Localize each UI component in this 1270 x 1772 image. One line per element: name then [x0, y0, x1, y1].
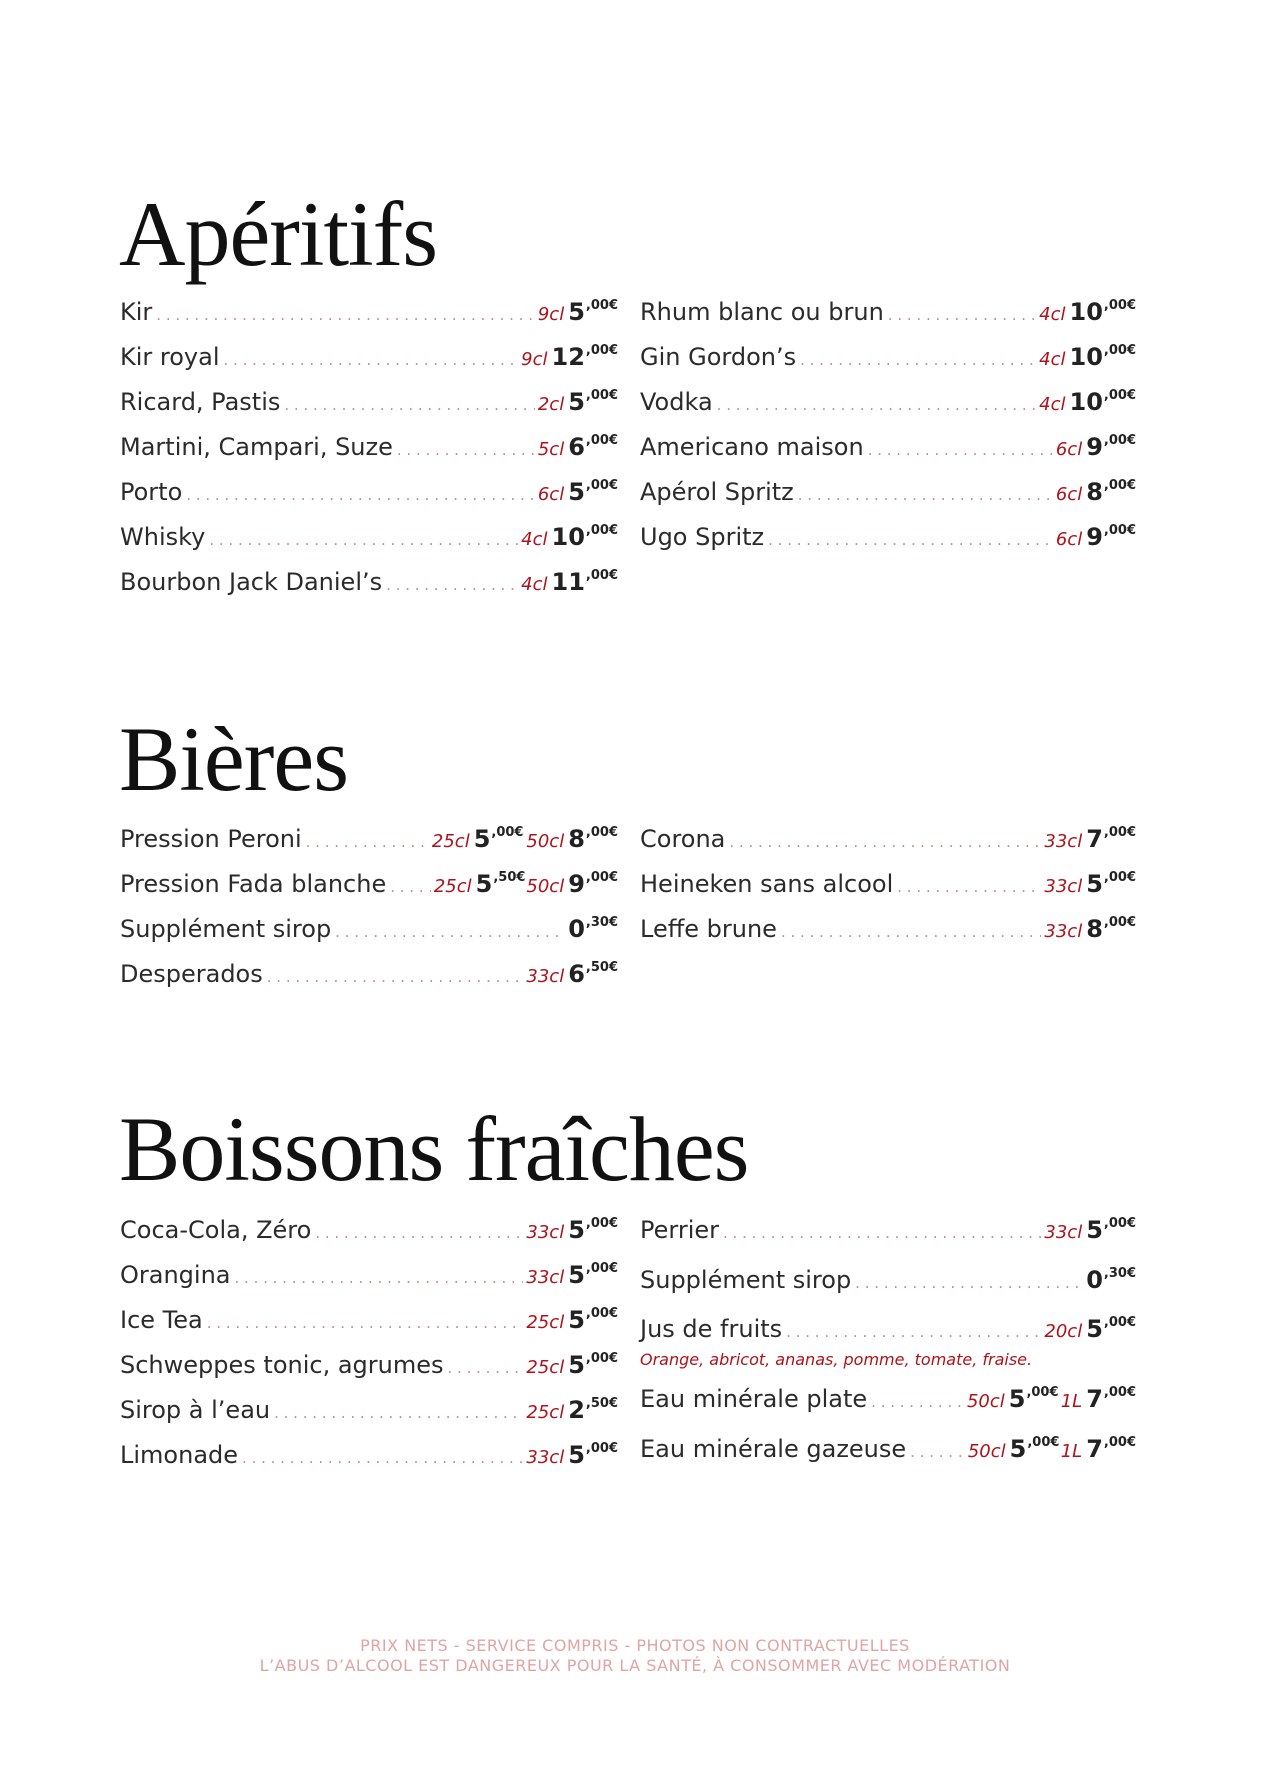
menu-item [640, 1385, 1136, 1425]
volume-label: 9cl [537, 304, 565, 325]
menu-item-name: Apérol Spritz [640, 478, 794, 506]
price-decimal: ,00€ [1026, 1385, 1059, 1400]
menu-item-price [526, 825, 618, 853]
menu-item-name: Corona [640, 825, 726, 853]
price-decimal: ,00€ [585, 1351, 618, 1366]
menu-item-name: Rhum blanc ou brun [640, 298, 884, 326]
dot-leader [235, 1269, 524, 1287]
volume-label: 6cl [537, 484, 565, 505]
menu-item-name: Martini, Campari, Suze [120, 433, 393, 461]
price-integer: 9 [568, 870, 585, 898]
volume-label: 5cl [537, 439, 565, 460]
price-integer: 5 [568, 1306, 585, 1334]
volume-label: 33cl [526, 1447, 565, 1468]
volume-label: 25cl [433, 876, 472, 897]
menu-item-name: Orangina [120, 1261, 231, 1289]
menu-item [640, 870, 1136, 910]
menu-item [120, 343, 618, 383]
menu-item-price [1061, 1435, 1136, 1463]
volume-label: 25cl [431, 831, 470, 852]
price-decimal: ,00€ [1103, 1435, 1136, 1450]
volume-label: 33cl [526, 1267, 565, 1288]
menu-item-price [526, 1351, 618, 1379]
price-integer: 8 [568, 825, 585, 853]
menu-item-price [1056, 523, 1136, 551]
menu-item [640, 523, 1136, 563]
volume-label: 1L [1060, 1391, 1083, 1412]
menu-item-name: Whisky [120, 523, 206, 551]
menu-item-price [968, 1435, 1060, 1463]
volume-label: 6cl [1055, 484, 1083, 505]
dot-leader [729, 833, 1041, 851]
menu-item-name: Eau minérale gazeuse [640, 1435, 907, 1463]
menu-item-price [1086, 1266, 1136, 1294]
menu-item-name: Gin Gordon’s [640, 343, 797, 371]
volume-label: 6cl [1055, 529, 1083, 550]
price-decimal: ,00€ [1103, 298, 1136, 313]
menu-item-price [568, 915, 618, 943]
volume-label: 25cl [526, 1312, 565, 1333]
price-decimal: ,50€ [493, 870, 526, 885]
menu-item-price [1039, 343, 1136, 371]
dot-leader [209, 531, 518, 549]
price-integer: 8 [1086, 915, 1103, 943]
volume-label: 50cl [526, 876, 565, 897]
menu-item [640, 1435, 1136, 1475]
footer-line-2: L’ABUS D’ALCOOL EST DANGEREUX POUR LA SANTÉ, À CONSOMMER AVEC MODÉRATION [259, 1656, 1011, 1675]
price-decimal: ,00€ [1103, 870, 1136, 885]
dot-leader [798, 486, 1053, 504]
volume-label: 25cl [526, 1357, 565, 1378]
menu-item [120, 960, 618, 1000]
menu-item [120, 298, 618, 338]
volume-label: 4cl [1039, 304, 1066, 325]
volume-label: 33cl [1044, 831, 1083, 852]
menu-item-name: Pression Peroni [120, 825, 302, 853]
menu-item-name: Supplément sirop [120, 915, 332, 943]
dot-leader [156, 306, 535, 324]
menu-item-price [526, 1396, 618, 1424]
menu-item [120, 388, 618, 428]
dot-leader [781, 923, 1041, 941]
menu-item-price [1039, 388, 1136, 416]
menu-item-price [1039, 298, 1136, 326]
menu-item [120, 870, 618, 910]
menu-item [120, 523, 618, 563]
price-decimal: ,00€ [1103, 523, 1136, 538]
price-decimal: ,00€ [1103, 1315, 1136, 1330]
menu-item-price [1044, 1216, 1136, 1244]
price-integer: 5 [473, 825, 491, 853]
dot-leader [897, 878, 1041, 896]
price-integer: 9 [1086, 433, 1103, 461]
menu-item-name: Supplément sirop [640, 1266, 852, 1294]
dot-leader [888, 306, 1036, 324]
menu-item-name: Bourbon Jack Daniel’s [120, 568, 383, 596]
price-integer: 5 [1009, 1435, 1027, 1463]
price-decimal: ,50€ [585, 960, 618, 975]
menu-item-name: Jus de fruits [640, 1315, 783, 1343]
menu-item-price [1044, 825, 1136, 853]
dot-leader [786, 1323, 1041, 1341]
price-integer: 5 [1086, 1315, 1103, 1343]
menu-item-name: Kir [120, 298, 153, 326]
price-decimal: ,00€ [1103, 478, 1136, 493]
dot-leader [274, 1404, 523, 1422]
price-decimal: ,00€ [1027, 1435, 1060, 1450]
menu-item-price [1056, 478, 1136, 506]
volume-label: 4cl [521, 574, 548, 595]
volume-label: 6cl [1055, 439, 1083, 460]
menu-item-name: Kir royal [120, 343, 220, 371]
price-integer: 5 [568, 478, 585, 506]
volume-label: 33cl [526, 1222, 565, 1243]
dot-leader [284, 396, 534, 414]
menu-item [120, 825, 618, 865]
volume-label: 4cl [1039, 394, 1066, 415]
price-integer: 5 [568, 298, 585, 326]
price-integer: 8 [1086, 478, 1103, 506]
menu-item-price [526, 1441, 618, 1469]
price-decimal: ,00€ [585, 825, 618, 840]
price-integer: 5 [568, 1216, 585, 1244]
menu-item-price [1056, 433, 1136, 461]
menu-item-name: Ugo Spritz [640, 523, 765, 551]
dot-leader [768, 531, 1053, 549]
dot-leader [335, 923, 565, 941]
menu-item-name: Perrier [640, 1216, 719, 1244]
price-decimal: ,00€ [585, 433, 618, 448]
price-decimal: ,00€ [585, 568, 618, 583]
dot-leader [267, 968, 524, 986]
menu-item-note: Orange, abricot, ananas, pomme, tomate, fraise. [640, 1350, 1033, 1369]
menu-item [120, 1351, 618, 1391]
price-decimal: ,00€ [1103, 915, 1136, 930]
price-decimal: ,00€ [585, 523, 618, 538]
volume-label: 50cl [526, 831, 565, 852]
volume-label: 4cl [521, 529, 548, 550]
menu-item [640, 433, 1136, 473]
menu-item-name: Eau minérale plate [640, 1385, 868, 1413]
menu-item [120, 1441, 618, 1481]
menu-item-price [521, 523, 618, 551]
menu-item-name: Coca-Cola, Zéro [120, 1216, 312, 1244]
price-integer: 5 [475, 870, 493, 898]
menu-item-name: Vodka [640, 388, 713, 416]
dot-leader [224, 351, 519, 369]
menu-item-name: Pression Fada blanche [120, 870, 387, 898]
section-title: Apéritifs [119, 183, 438, 285]
price-decimal: ,00€ [585, 1306, 618, 1321]
volume-label: 4cl [1039, 349, 1066, 370]
dot-leader [871, 1393, 964, 1411]
menu-item [640, 388, 1136, 428]
volume-label: 33cl [1044, 921, 1083, 942]
menu-item [640, 825, 1136, 865]
menu-item-price [432, 825, 524, 853]
dot-leader [910, 1443, 965, 1461]
dot-leader [717, 396, 1037, 414]
price-decimal: ,50€ [585, 1396, 618, 1411]
menu-item-name: Heineken sans alcool [640, 870, 894, 898]
price-decimal: ,00€ [585, 298, 618, 313]
menu-item-price [538, 478, 618, 506]
dot-leader [186, 486, 535, 504]
menu-item-price [526, 1261, 618, 1289]
price-decimal: ,00€ [585, 1216, 618, 1231]
price-integer: 0 [568, 915, 585, 943]
price-decimal: ,00€ [1103, 825, 1136, 840]
dot-leader [207, 1314, 524, 1332]
dot-leader [386, 576, 518, 594]
dot-leader [800, 351, 1036, 369]
menu-item [120, 568, 618, 608]
menu-item [120, 433, 618, 473]
price-decimal: ,00€ [585, 1441, 618, 1456]
menu-item [120, 1306, 618, 1346]
price-decimal: ,00€ [585, 478, 618, 493]
menu-item-price [538, 388, 618, 416]
price-integer: 5 [568, 1261, 585, 1289]
price-integer: 6 [568, 433, 585, 461]
volume-label: 20cl [1044, 1321, 1083, 1342]
menu-item-price [526, 960, 618, 988]
section-title: Bières [119, 708, 349, 810]
volume-label: 33cl [526, 966, 565, 987]
price-integer: 5 [568, 388, 585, 416]
menu-item [640, 1266, 1136, 1306]
price-decimal: ,00€ [1103, 1216, 1136, 1231]
price-integer: 10 [1069, 343, 1103, 371]
menu-item-name: Limonade [120, 1441, 239, 1469]
menu-item-name: Americano maison [640, 433, 864, 461]
menu-item-price [521, 568, 618, 596]
volume-label: 25cl [526, 1402, 565, 1423]
menu-item-price [538, 298, 618, 326]
price-integer: 0 [1086, 1266, 1103, 1294]
price-integer: 7 [1086, 1435, 1103, 1463]
price-integer: 5 [1086, 1216, 1103, 1244]
menu-item [640, 478, 1136, 518]
price-integer: 5 [1008, 1385, 1026, 1413]
footer-line-1: PRIX NETS - SERVICE COMPRIS - PHOTOS NON CONTRACTUELLES [360, 1636, 910, 1655]
dot-leader [242, 1449, 523, 1467]
dot-leader [306, 833, 429, 851]
price-decimal: ,00€ [585, 343, 618, 358]
price-integer: 5 [568, 1441, 585, 1469]
menu-item-name: Ice Tea [120, 1306, 203, 1334]
menu-item-price [1061, 1385, 1136, 1413]
menu-item [120, 1261, 618, 1301]
menu-item-name: Sirop à l’eau [120, 1396, 271, 1424]
menu-item-price [521, 343, 618, 371]
menu-item-price [526, 1216, 618, 1244]
price-decimal: ,00€ [1103, 1385, 1136, 1400]
menu-item [120, 915, 618, 955]
menu-item-name: Ricard, Pastis [120, 388, 281, 416]
menu-item-price [526, 870, 618, 898]
section-title: Boissons fraîches [119, 1098, 749, 1200]
price-integer: 7 [1086, 825, 1103, 853]
price-integer: 11 [551, 568, 585, 596]
price-integer: 5 [568, 1351, 585, 1379]
price-decimal: ,00€ [1103, 433, 1136, 448]
price-decimal: ,00€ [585, 1261, 618, 1276]
volume-label: 50cl [966, 1391, 1005, 1412]
price-integer: 10 [1069, 298, 1103, 326]
price-integer: 5 [1086, 870, 1103, 898]
menu-item [120, 478, 618, 518]
menu-item-name: Porto [120, 478, 183, 506]
menu-item [640, 343, 1136, 383]
menu-item-price [967, 1385, 1059, 1413]
price-integer: 12 [551, 343, 585, 371]
price-integer: 10 [1069, 388, 1103, 416]
dot-leader [723, 1224, 1041, 1242]
price-integer: 2 [568, 1396, 585, 1424]
menu-item [120, 1396, 618, 1436]
price-decimal: ,30€ [1103, 1266, 1136, 1281]
volume-label: 33cl [1044, 1222, 1083, 1243]
price-decimal: ,00€ [585, 870, 618, 885]
footer [0, 1636, 1270, 1676]
volume-label: 2cl [537, 394, 565, 415]
menu-item-name: Leffe brune [640, 915, 777, 943]
dot-leader [315, 1224, 523, 1242]
price-integer: 6 [568, 960, 585, 988]
price-integer: 7 [1086, 1385, 1103, 1413]
dot-leader [448, 1359, 524, 1377]
menu-item-name: Schweppes tonic, agrumes [120, 1351, 444, 1379]
price-decimal: ,00€ [1103, 388, 1136, 403]
volume-label: 1L [1060, 1441, 1083, 1462]
menu-item [640, 298, 1136, 338]
price-integer: 9 [1086, 523, 1103, 551]
price-decimal: ,30€ [585, 915, 618, 930]
menu-item [640, 915, 1136, 955]
menu-item [640, 1216, 1136, 1256]
menu-item-price [538, 433, 618, 461]
menu-item-name: Desperados [120, 960, 263, 988]
menu-item-price [1044, 1315, 1136, 1343]
price-decimal: ,00€ [1103, 343, 1136, 358]
dot-leader [868, 441, 1053, 459]
price-integer: 10 [551, 523, 585, 551]
dot-leader [855, 1274, 1083, 1292]
dot-leader [397, 441, 535, 459]
price-decimal: ,00€ [585, 388, 618, 403]
volume-label: 9cl [521, 349, 548, 370]
price-decimal: ,00€ [491, 825, 524, 840]
menu-item-price [526, 1306, 618, 1334]
menu-item-price [1044, 915, 1136, 943]
menu-item-price [1044, 870, 1136, 898]
menu-item-price [434, 870, 526, 898]
volume-label: 50cl [967, 1441, 1006, 1462]
volume-label: 33cl [1044, 876, 1083, 897]
dot-leader [390, 878, 431, 896]
menu-item [120, 1216, 618, 1256]
menu-item [640, 1315, 1136, 1355]
